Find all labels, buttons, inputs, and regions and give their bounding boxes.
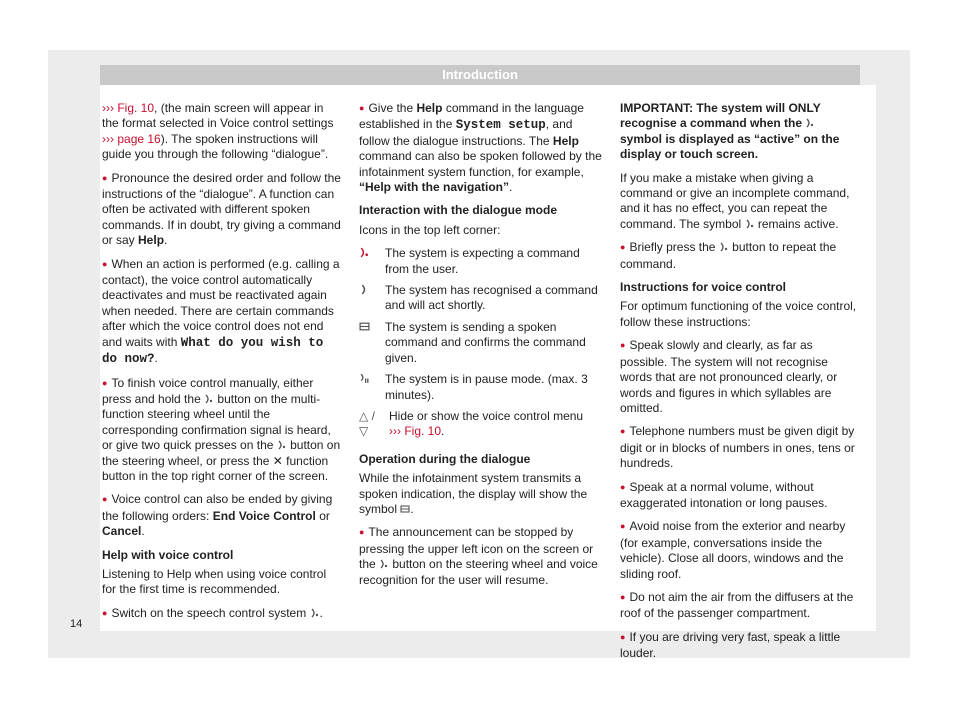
speech-icon xyxy=(204,392,214,406)
icon-description xyxy=(359,409,603,440)
speech-icon xyxy=(805,116,815,130)
speaking-icon xyxy=(359,320,385,366)
bullet-item: ● When an action is performed (e.g. calling a contact), the voice control automatically deactivates and must be reactivated again when needed. There are certain commands after which the voice control does not end and waits with What do you wish to do now?. xyxy=(102,257,342,368)
pause-icon xyxy=(359,372,385,403)
mono-text: System setup xyxy=(455,118,546,133)
bullet-item: ● Avoid noise from the exterior and nearby (for example, conversations inside the vehicle). Close all doors, windows and the sliding roof. xyxy=(620,519,858,582)
text: The system is in pause mode. (max. 3 minutes). xyxy=(385,372,588,402)
close-icon: ✕ xyxy=(272,453,283,468)
heading: Help with voice control xyxy=(102,547,234,562)
paragraph: Icons in the top left corner: xyxy=(359,222,501,237)
bold-text: “Help with the navigation” xyxy=(359,180,510,195)
text-block: Hide or show the voice control menu ››› Fig. 10. xyxy=(389,408,584,439)
icon-description xyxy=(359,320,603,366)
ref-arrows: ››› xyxy=(389,424,401,439)
figure-link[interactable]: Fig. 10 xyxy=(404,424,442,439)
text: ). The spoken instructions will guide you through the following “dialogue”. xyxy=(102,131,329,162)
icon-description xyxy=(359,372,603,403)
text: button on the steering wheel and voice recognition for the user will resume. xyxy=(359,557,598,587)
bullet-item: ● Voice control can also be ended by giving the following orders: End Voice Control or Cancel. xyxy=(102,492,342,539)
text: IMPORTANT: The system will ONLY recognise a command when the xyxy=(620,101,821,131)
text: Switch on the speech control system xyxy=(111,605,310,620)
hide-show-icons: △ / ▽ xyxy=(359,408,375,439)
bullet-item: ● Give the Help command in the language established in the System setup, and follow the dialogue instructions. The Help command can also be spoken followed by the infotainment system function, for example, “Help with the navigation”. xyxy=(359,101,603,195)
text: Pronounce the desired order and follow the instructions of the “dialogue”. A function can often be activated with different spoken commands. If in doubt, try giving a command or say xyxy=(102,170,341,248)
text: The system is expecting a command from the user. xyxy=(385,246,580,276)
bullet-item: ● Do not aim the air from the diffusers at the roof of the passenger compartment. xyxy=(620,590,858,622)
text: button on the steering wheel, or press the xyxy=(102,438,341,468)
text: button to repeat the command. xyxy=(620,240,837,271)
bullet-item xyxy=(102,376,342,485)
bullet-item: ● If you are driving very fast, speak a little louder. xyxy=(620,630,858,662)
heading: Operation during the dialogue xyxy=(359,451,531,466)
column-1 xyxy=(102,101,342,630)
text: If you make a mistake when giving a command or give an incomplete command, and it has no effect, you can repeat the command. The symbol xyxy=(620,170,850,231)
text: Voice control can also be ended by giving the following orders: xyxy=(102,492,333,523)
bullet-item: ● Speak slowly and clearly, as far as possible. The system will not recognise words that are not pronounced clearly, or words and figures in which syllables are omitted. xyxy=(620,338,858,416)
bold-text: Help xyxy=(552,133,579,148)
text: button on the multi-function steering wheel until the corresponding confirmation signal is heard, or give two quick presses on the xyxy=(102,391,331,453)
text: , (the main screen will appear in the format selected in Voice control settings xyxy=(102,101,334,131)
heading: Interaction with the dialogue mode xyxy=(359,203,558,218)
text: function button in the top right corner of the screen. xyxy=(102,453,329,483)
important-note xyxy=(620,101,858,163)
text: Give the xyxy=(368,101,417,115)
page-number: 14 xyxy=(70,618,83,630)
text: command can also be spoken followed by the infotainment system function, for example, xyxy=(359,149,602,179)
bullet-item: ● Pronounce the desired order and follow the instructions of the “dialogue”. A function can often be activated with different spoken commands. If in doubt, try giving a command or say Help. xyxy=(102,171,342,249)
text: command in the language established in the xyxy=(359,101,584,132)
icon-description xyxy=(359,246,603,277)
paragraph: Listening to Help when using voice control for the first time is recommended. xyxy=(102,566,327,597)
ref-arrows: ››› xyxy=(102,101,114,115)
paragraph xyxy=(620,171,858,233)
section-header: Introduction xyxy=(100,65,860,85)
ref-arrows: ››› xyxy=(102,131,114,146)
text: Hide or show the voice control menu xyxy=(389,408,584,423)
mono-text: What do you wish to do now? xyxy=(102,335,324,367)
bullet-item xyxy=(620,240,858,272)
text: symbol is displayed as “active” on the display or touch screen. xyxy=(620,131,840,162)
speech-icon xyxy=(310,606,320,620)
paragraph: For optimum functioning of the voice control, follow these instructions: xyxy=(620,299,857,329)
speaking-icon xyxy=(400,502,410,516)
bullet-item: ● Speak at a normal volume, without exaggerated intonation or long pauses. xyxy=(620,480,858,512)
paragraph: While the infotainment system transmits a spoken indication, the display will show the symbol . xyxy=(359,471,588,516)
text: While the infotainment system transmits a spoken indication, the display will show the symbol xyxy=(359,471,588,516)
speech-icon xyxy=(379,557,389,571)
page-link[interactable]: page 16 xyxy=(117,131,161,146)
column-3 xyxy=(620,101,858,670)
text: The system has recognised a command and will act shortly. xyxy=(385,283,598,313)
bullet-item xyxy=(359,525,603,588)
bold-text: Help xyxy=(416,101,443,115)
recognise-icon xyxy=(359,283,385,314)
speech-icon xyxy=(277,438,287,452)
text: The announcement can be stopped by pressing the upper left icon on the screen or the xyxy=(359,525,594,572)
text: To finish voice control manually, either press and hold the xyxy=(102,375,314,406)
speech-icon xyxy=(745,217,755,231)
icon-description xyxy=(359,283,603,314)
text: The system is sending a spoken command and confirms the command given. xyxy=(385,319,586,365)
text: , and follow the dialogue instructions. The xyxy=(359,117,573,148)
text: When an action is performed (e.g. calling a contact), the voice control automatically deactivates and must be reactivated again when needed. There are certain commands after which the voice control does not end and waits with xyxy=(102,256,340,349)
text: Briefly press the xyxy=(629,240,719,255)
bullet-item: ● Switch on the speech control system . xyxy=(102,606,342,622)
text: remains active. xyxy=(754,216,839,231)
bullet-item: ● Telephone numbers must be given digit by digit or in blocks of numbers in ones, tens or hundreds. xyxy=(620,424,858,471)
heading: Instructions for voice control xyxy=(620,280,787,295)
figure-link[interactable]: Fig. 10 xyxy=(117,101,155,115)
bold-text: Help xyxy=(138,233,165,248)
speech-icon xyxy=(719,240,729,254)
bold-text: Cancel xyxy=(102,524,142,539)
column-2 xyxy=(359,101,603,596)
speech-icon xyxy=(359,246,385,277)
bold-text: End Voice Control xyxy=(212,508,316,523)
text: or xyxy=(315,508,330,523)
intro-paragraph xyxy=(102,101,342,163)
